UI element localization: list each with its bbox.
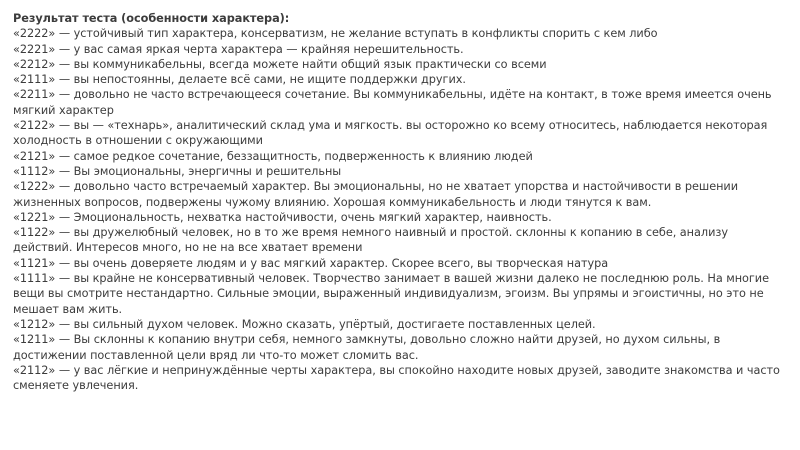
result-entry-1122: «1122» — вы дружелюбный человек, но в то же время немного наивный и простой. склонны к копанию в себе, анализу действий. Интересов много, но не на все хватает времени [13, 226, 728, 255]
result-entry-1212: «1212» — вы сильный духом человек. Можно сказать, упёртый, достигаете поставленных целей. [13, 317, 596, 331]
result-entry-2111: «2111» — вы непостоянны, делаете всё сами, не ищите поддержки других. [13, 73, 466, 87]
result-entry-1211: «1211» — Вы склонны к копанию внутри себя, немного замкнуты, довольно сложно найти друзей, но духом сильны, в достижении поставленной цели вряд ли что-то может сломить вас. [13, 333, 721, 362]
result-entry-2221: «2221» — у вас самая яркая черта характера — крайняя нерешительность. [13, 42, 464, 56]
result-entry-2212: «2212» — вы коммуникабельны, всегда можете найти общий язык практически со всеми [13, 57, 547, 71]
result-entry-2112: «2112» — у вас лёгкие и непринуждённые черты характера, вы спокойно находите новых друзей, заводите знакомства и часто сменяете увлечения. [13, 363, 780, 393]
result-entry-2122: «2122» — вы — «технарь», аналитический склад ума и мягкость. вы осторожно ко всему относитесь, наблюдается некоторая холодность в отношении с окружающими [13, 119, 768, 148]
result-entry-1222: «1222» — довольно часто встречаемый характер. Вы эмоциональны, но не хватает упорства и настойчивости в решении жизненных вопросов, подвержены чужому влиянию. Хорошая коммуникабельность и люди тянутся к вам. [13, 180, 739, 209]
result-entry-1121: «1121» — вы очень доверяете людям и у вас мягкий характер. Скорее всего, вы творческая натура [13, 256, 609, 270]
result-entry-1112: «1112» — Вы эмоциональны, энергичны и решительны [13, 164, 342, 178]
result-entry-2121: «2121» — самое редкое сочетание, беззащитность, подверженность к влиянию людей [13, 149, 533, 163]
result-entry-1221: «1221» — Эмоциональность, нехватка настойчивости, очень мягкий характер, наивность. [13, 210, 552, 224]
result-entry-2222: «2222» — устойчивый тип характера, консерватизм, не желание вступать в конфликты спорить с кем либо [13, 27, 658, 41]
result-entry-2211: «2211» — довольно не часто встречающееся сочетание. Вы коммуникабельны, идёте на контакт, в тоже время имеется очень мягкий характер [13, 88, 772, 117]
test-result-text [13, 11, 787, 393]
result-entry-1111: «1111» — вы крайне не консервативный человек. Творчество занимает в вашей жизни далеко не последнюю роль. На многие вещи вы смотрите нестандартно. Сильные эмоции, выраженный индивидуализм, эгоизм. Вы упрямы и эгоистичны, но это не мешает вам жить. [13, 272, 769, 316]
test-result-title: Результат теста (особенности характера): [13, 12, 290, 25]
